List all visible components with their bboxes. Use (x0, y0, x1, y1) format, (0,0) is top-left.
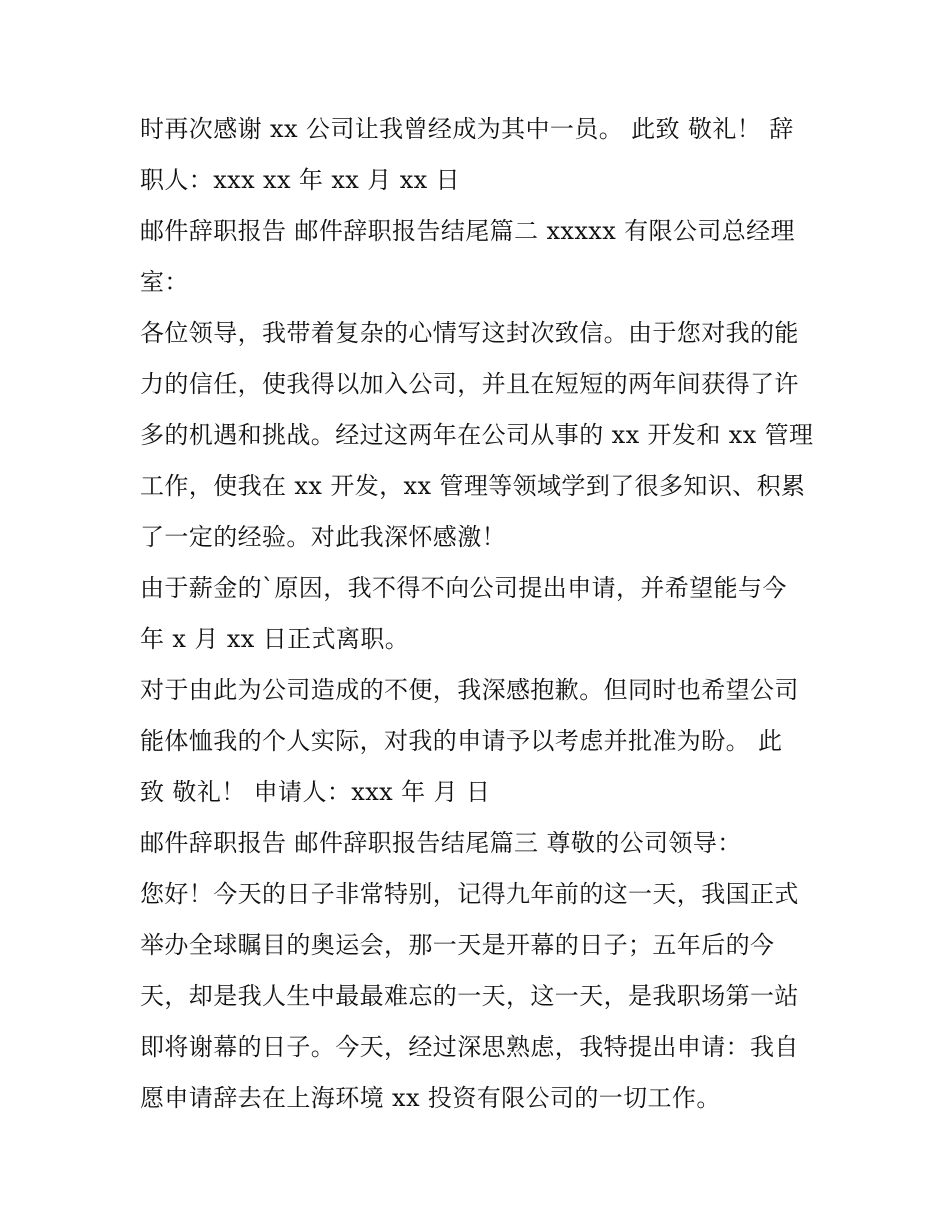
text-line: 由于薪金的`原因，我不得不向公司提出申请，并希望能与今 (140, 574, 787, 602)
text-line: 时再次感谢 xx 公司让我曾经成为其中一员。 此致 敬礼！ 辞 (140, 115, 794, 143)
text-line: 愿申请辞去在上海环境 xx 投资有限公司的一切工作。 (140, 1084, 721, 1112)
text-line: 室： (140, 268, 189, 296)
text-line: 职人：xxx xx 年 xx 月 xx 日 (140, 166, 460, 194)
text-line: 多的机遇和挑战。经过这两年在公司从事的 xx 开发和 xx 管理 (140, 421, 814, 449)
text-line: 举办全球瞩目的奥运会，那一天是开幕的日子；五年后的今 (140, 931, 775, 959)
text-line: 邮件辞职报告 邮件辞职报告结尾篇三 尊敬的公司领导： (140, 829, 742, 857)
text-line: 年 x 月 xx 日正式离职。 (140, 625, 410, 653)
text-line: 能体恤我的个人实际，对我的申请予以考虑并批准为盼。 此 (140, 727, 783, 755)
text-line: 对于由此为公司造成的不便，我深感抱歉。但同时也希望公司 (140, 676, 799, 704)
text-line: 了一定的经验。对此我深怀感激！ (140, 523, 506, 551)
text-line: 邮件辞职报告 邮件辞职报告结尾篇二 xxxxx 有限公司总经理 (140, 217, 795, 245)
text-line: 各位领导，我带着复杂的心情写这封次致信。由于您对我的能 (140, 319, 799, 347)
text-line: 天，却是我人生中最最难忘的一天，这一天，是我职场第一站 (140, 982, 799, 1010)
text-line: 力的信任，使我得以加入公司，并且在短短的两年间获得了许 (140, 370, 799, 398)
document-body (140, 104, 820, 1124)
text-line: 您好！今天的日子非常特别，记得九年前的这一天，我国正式 (140, 880, 799, 908)
text-line: 即将谢幕的日子。今天，经过深思熟虑，我特提出申请：我自 (140, 1033, 799, 1061)
text-line: 工作，使我在 xx 开发，xx 管理等领域学到了很多知识、积累 (140, 472, 806, 500)
text-line: 致 敬礼！ 申请人：xxx 年 月 日 (140, 778, 491, 806)
